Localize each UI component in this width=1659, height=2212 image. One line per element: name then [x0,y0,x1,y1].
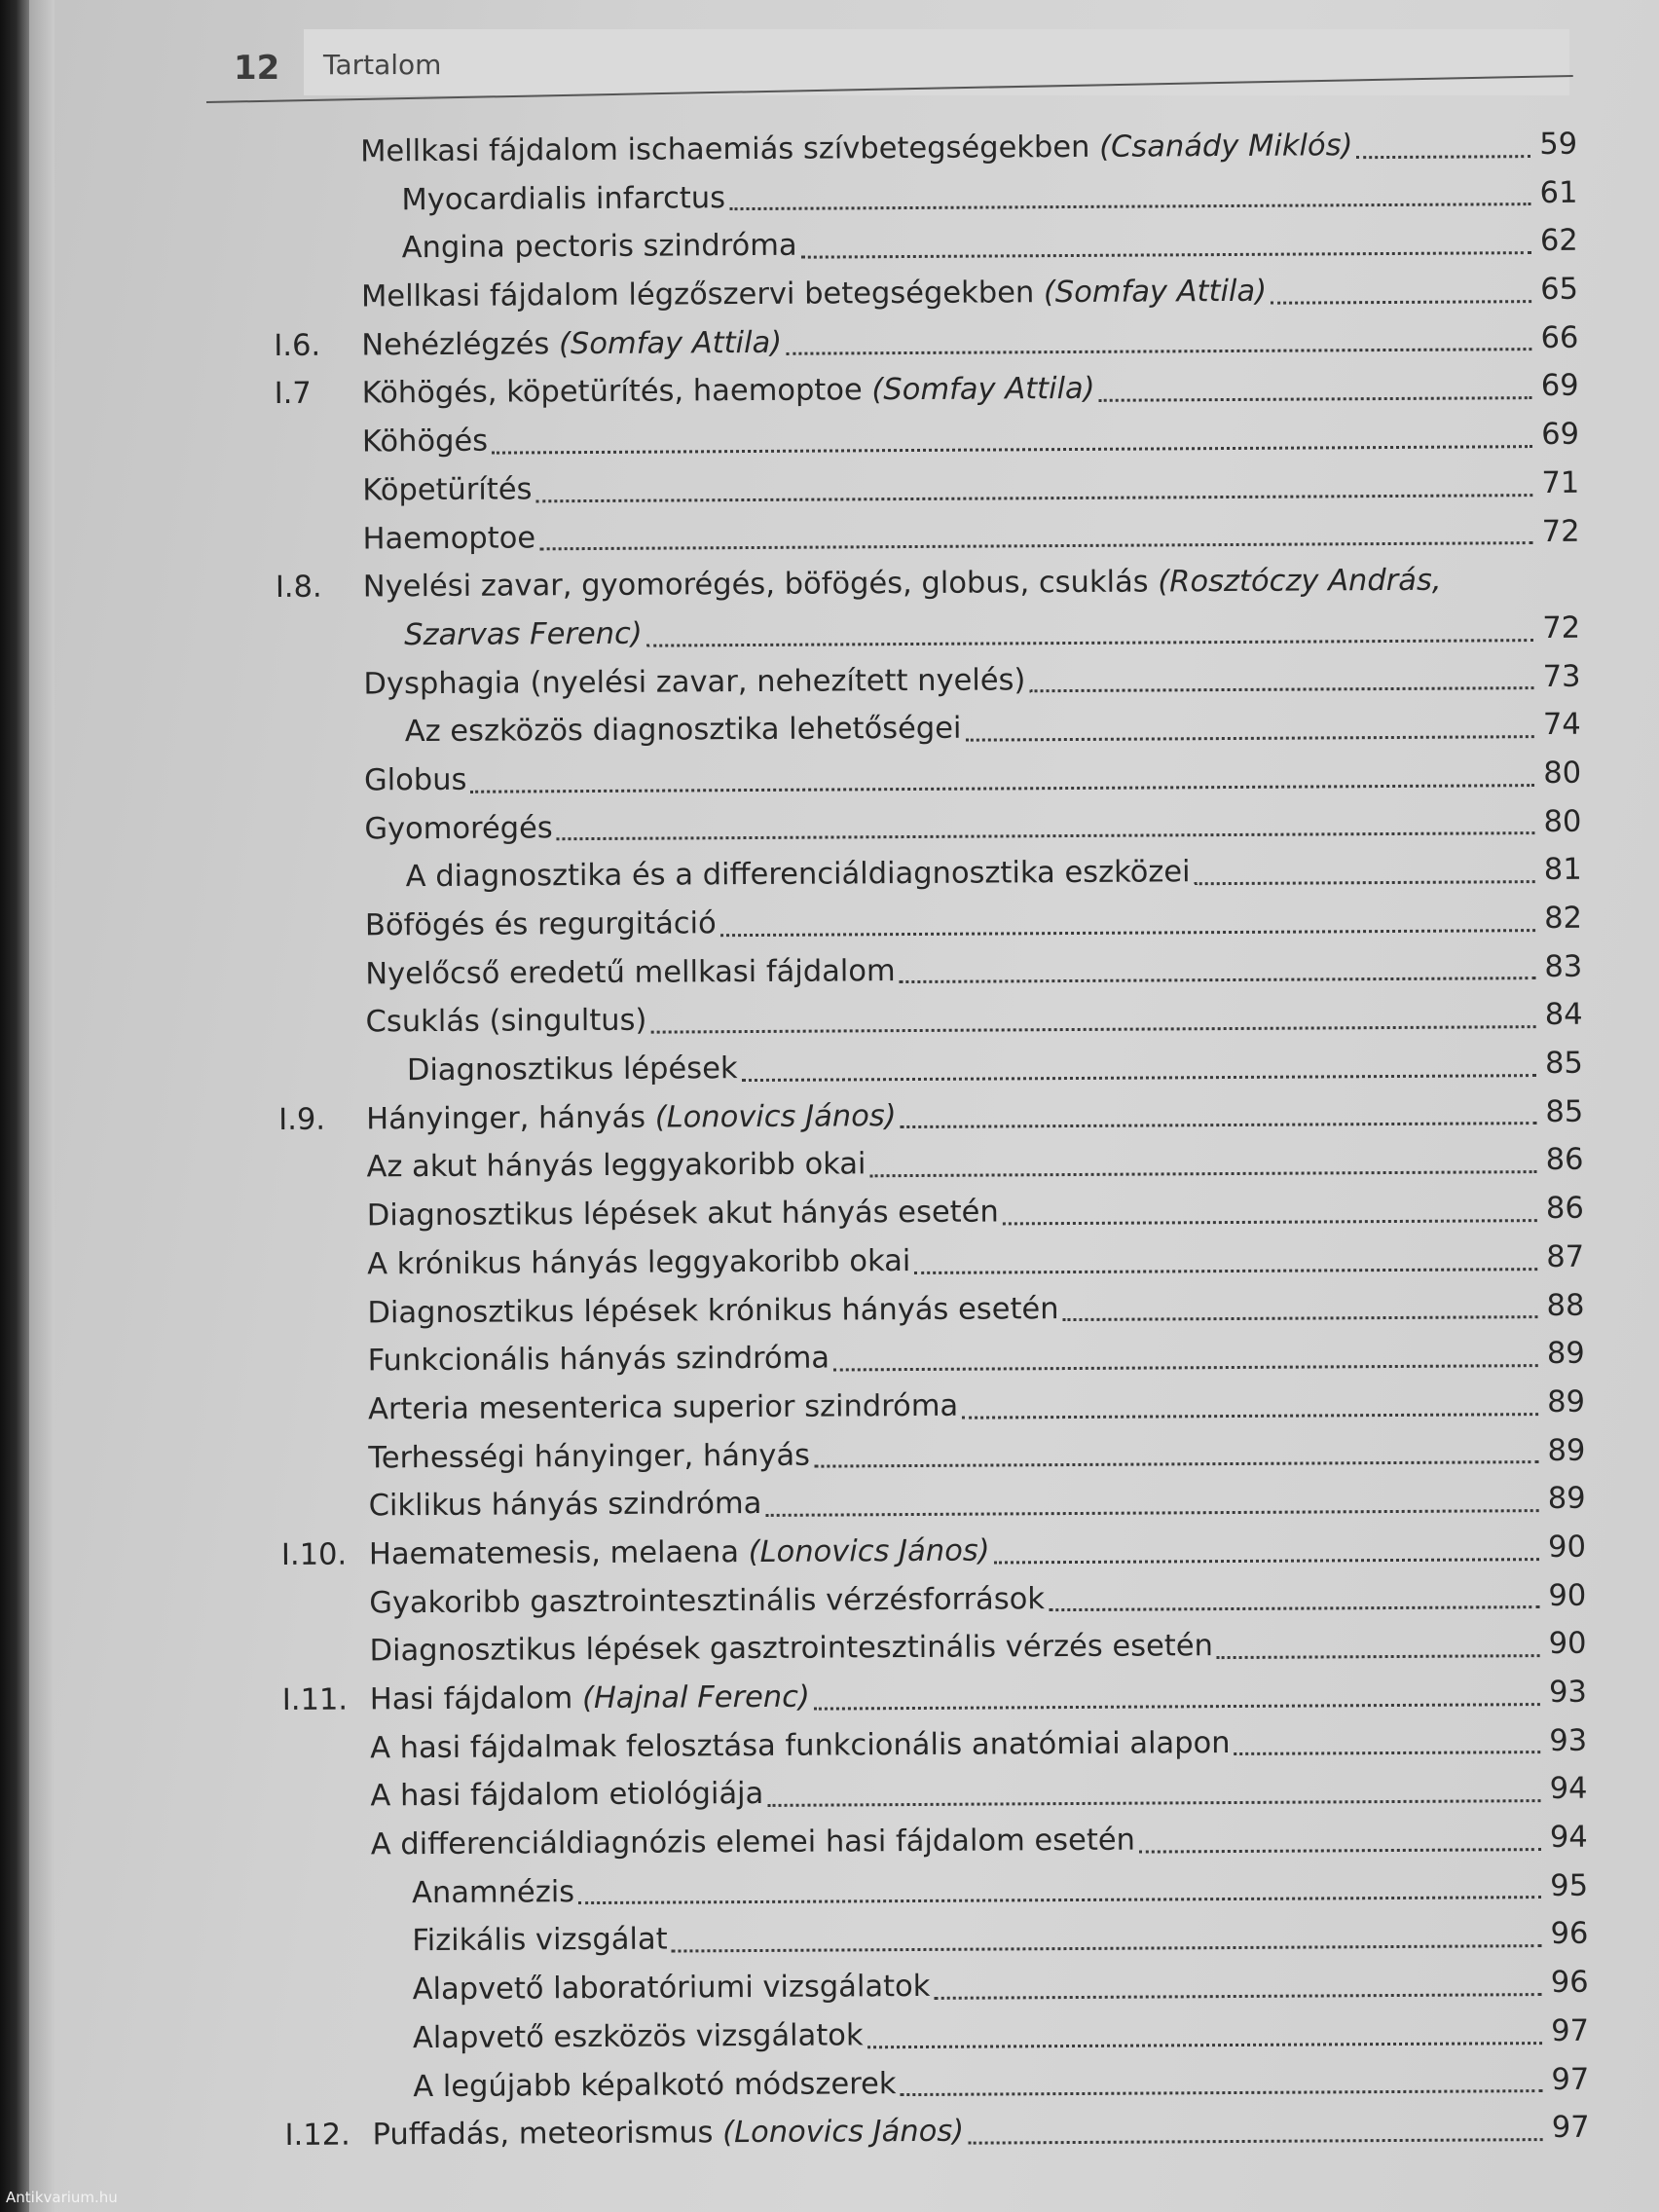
toc-entry-title [364,756,467,805]
toc-entry-page: 80 [1543,804,1582,839]
dot-leader [814,1456,1538,1468]
toc-entry-number [277,887,365,888]
dot-leader [650,1021,1535,1034]
toc-entry [282,1669,1587,1725]
dot-leader [470,780,1534,793]
toc-entry-title-text: A legújabb képalkotó módszerek [413,2066,897,2104]
toc-entry [284,2055,1589,2112]
toc-entry-page: 86 [1545,1143,1584,1178]
toc-entry-title [368,1431,810,1482]
book-spine-shadow [0,0,29,2212]
toc-entry-page: 94 [1549,1820,1588,1856]
toc-entry-title [360,122,1353,176]
toc-entry-author: (Lonovics János) [722,2114,965,2151]
toc-entry-author: (Csanády Miklós) [1099,129,1353,165]
toc-entry-title-text: Köhögés [361,424,489,460]
toc-entry [275,411,1579,467]
dot-leader [934,1989,1541,2000]
toc-entry-title-text: Myocardialis infarctus [401,180,726,217]
toc-entry-number [283,1951,371,1952]
dot-leader [492,441,1532,455]
dot-leader [1063,1311,1538,1321]
toc-entry-page: 69 [1540,369,1579,404]
toc-entry-number [283,1854,371,1855]
toc-entry-title [407,1045,738,1095]
toc-entry-number [278,1032,366,1033]
dot-leader [965,731,1533,742]
toc-entry-title-text: Alapvető laboratóriumi vizsgálatok [412,1970,931,2008]
dot-leader [557,828,1535,840]
toc-entry [278,1136,1583,1193]
dot-leader [870,1166,1537,1177]
toc-entry [281,1620,1586,1677]
toc-entry [280,1475,1585,1531]
page-number: 12 [234,49,280,88]
toc-entry-page: 97 [1551,2062,1590,2097]
toc-entry-title [363,557,1442,611]
toc-entry [274,314,1578,371]
dot-leader [833,1360,1538,1371]
toc-entry [276,652,1580,709]
dot-leader [968,2134,1543,2145]
toc-entry [277,846,1582,903]
toc-entry [277,942,1582,999]
dot-leader [535,490,1532,502]
toc-entry-title [370,1770,763,1821]
toc-entry-page: 66 [1540,320,1579,355]
toc-entry-number [280,1467,368,1468]
toc-entry-page: 93 [1549,1723,1588,1758]
toc-entry-page: 87 [1546,1239,1585,1274]
toc-entry-number [284,2047,372,2048]
toc-entry-number [279,1322,367,1323]
dot-leader [539,537,1533,550]
toc-entry-title [369,1622,1213,1676]
toc-entry-title [413,2060,896,2112]
toc-entry-page: 88 [1546,1288,1585,1323]
toc-entry-title-text: Terhességi hányinger, hányás [368,1438,811,1475]
toc-entry-number [281,1516,369,1517]
toc-entry-title-text: Nyelési zavar, gyomorégés, böfögés, globus, csuklás [362,565,1159,605]
toc-entry-title-text: Nehézlégzés [361,326,560,363]
toc-entry [283,1814,1588,1870]
toc-entry-number [275,499,362,500]
toc-entry-title [368,1480,761,1530]
toc-entry [274,266,1578,322]
toc-entry-title-text: Ciklikus hányás szindróma [368,1487,762,1524]
toc-entry-title-text: Haematemesis, melaena [368,1534,749,1572]
toc-entry-number [279,1177,367,1178]
toc-entry-title [362,365,1095,418]
toc-entry-number: I.7 [274,377,312,412]
dot-leader [900,973,1536,983]
toc-entry [284,1959,1589,2015]
dot-leader [578,1893,1541,1905]
toc-entry-number [274,209,361,210]
toc-entry-number [284,2096,372,2097]
toc-entry-author: Szarvas Ferenc) [404,616,643,653]
toc-entry-title [366,1141,866,1193]
toc-entry-title [371,1817,1135,1869]
toc-entry [278,1040,1583,1096]
toc-entry-title [361,268,1267,321]
toc-entry-number [276,838,364,839]
toc-entry-number [273,161,360,162]
toc-entry-number [282,1757,370,1758]
toc-entry [276,605,1580,661]
toc-entry [283,1910,1588,1967]
toc-entry [282,1765,1587,1822]
toc-entry-title [364,804,553,854]
toc-entry-page: 80 [1543,756,1582,791]
toc-entry-title [413,2011,864,2063]
dot-leader [672,1940,1542,1952]
toc-entry-title-text: A hasi fájdalmak felosztása funkcionális anatómiai alapon [370,1725,1231,1766]
toc-entry-title [362,465,532,515]
toc-entry [274,217,1578,274]
toc-entry [275,460,1579,516]
toc-entry-title-text: Az akut hányás leggyakoribb okai [366,1147,866,1185]
dot-leader [1235,1747,1541,1755]
dot-leader [1003,1215,1537,1225]
toc-entry-page: 82 [1544,901,1583,937]
toc-entry-title [372,2108,964,2159]
toc-entry-title [413,1963,931,2014]
toc-entry-title [368,1382,958,1434]
toc-entry-title-text: Globus [363,762,467,798]
toc-entry-page: 94 [1549,1772,1588,1807]
toc-entry-number [281,1612,369,1613]
toc-entry-title [412,1916,668,1966]
toc-entry-number [279,1273,367,1274]
toc-entry-title [369,1527,990,1579]
toc-entry-page: 62 [1539,224,1578,259]
toc-entry-title-text: Diagnosztikus lépések gasztrointesztinális vérzés esetén [369,1629,1214,1669]
toc-entry-title-text: Diagnosztikus lépések akut hányás esetén [366,1195,999,1234]
toc-entry [275,507,1579,564]
dot-leader [1049,1602,1539,1611]
toc-entry-title [370,1719,1231,1773]
toc-entry-author: (Lonovics János) [748,1533,990,1569]
toc-entry-page: 90 [1548,1578,1587,1613]
toc-entry-title-text: Angina pectoris szindróma [401,229,797,266]
toc-entry-title-text: A hasi fájdalom etiológiája [370,1777,764,1814]
toc-entry-title [370,1674,810,1724]
toc-entry-page: 69 [1541,417,1580,453]
toc-entry-title-text: Köhögés, köpetürítés, haemoptoe [361,373,872,411]
toc-entry-number [276,790,364,791]
toc-entry [280,1330,1585,1386]
toc-entry-title [368,1335,830,1386]
toc-entry-title-text: Arteria mesenterica superior szindróma [367,1388,959,1427]
toc-entry-title-text: Gyomorégés [364,810,553,847]
dot-leader [767,1795,1540,1807]
toc-entry-title-text: Hányinger, hányás [366,1100,655,1137]
toc-entry-number [275,452,362,453]
toc-entry-page: 96 [1550,1965,1589,2001]
toc-entry-title-text: Mellkasi fájdalom légzőszervi betegségekben [360,276,1045,314]
toc-entry-page: 89 [1547,1433,1586,1468]
toc-entry-title-text: A krónikus hányás leggyakoribb okai [367,1243,911,1282]
toc-entry-title-text: Csuklás (singultus) [365,1004,647,1040]
toc-entry-title [412,1868,574,1918]
dot-leader [914,1264,1537,1274]
running-header-band [304,29,1569,95]
toc-entry [276,701,1581,757]
toc-entry [279,1281,1584,1338]
dot-leader [1139,1844,1541,1854]
toc-entry-number: I.8. [275,570,322,606]
toc-entry-title-text: Anamnézis [411,1874,575,1910]
toc-entry-title [361,319,782,370]
toc-entry-title-text: Köpetürítés [362,472,533,508]
toc-entry-author: (Lonovics János) [654,1098,897,1135]
toc-entry [278,1088,1583,1145]
toc-entry-number [277,935,365,936]
toc-entry-number [276,693,364,694]
toc-entry-page: 89 [1547,1482,1586,1517]
table-of-contents [273,121,1590,2160]
toc-entry [273,169,1577,226]
toc-entry-number [279,1226,367,1227]
toc-entry [273,121,1577,177]
toc-entry-title-text: Diagnosztikus lépések krónikus hányás esetén [367,1291,1059,1330]
toc-entry-number [282,1661,370,1662]
toc-entry-page: 81 [1543,853,1582,888]
toc-entry-number [280,1371,368,1372]
toc-entry-title [406,849,1191,903]
toc-entry [277,991,1582,1048]
toc-entry-number: I.10. [280,1537,348,1572]
toc-entry [281,1571,1586,1628]
toc-entry-page: 61 [1539,175,1578,210]
toc-entry-title [405,705,962,756]
dot-leader [786,345,1531,356]
toc-entry [279,1234,1584,1290]
toc-entry-title-text: Haemoptoe [362,520,536,556]
toc-entry-page: 74 [1542,708,1581,743]
toc-entry-title-text: Diagnosztikus lépések [406,1051,738,1088]
dot-leader [867,2038,1542,2048]
dot-leader [1271,296,1531,305]
toc-entry-number: I.6. [274,328,321,363]
toc-entry [284,2104,1589,2160]
dot-leader [994,1554,1539,1564]
toc-entry-number [277,983,365,984]
dot-leader [901,2085,1543,2096]
toc-entry-author: (Somfay Attila) [1043,274,1268,311]
toc-entry-title [369,1575,1045,1628]
dot-leader [646,635,1533,647]
toc-entry-page: 95 [1550,1868,1589,1903]
toc-entry-number [283,1902,371,1903]
toc-entry-page: 86 [1545,1191,1584,1227]
toc-entry-number [278,1080,366,1081]
toc-entry-page: 65 [1540,272,1579,308]
toc-entry-title [367,1189,999,1241]
toc-entry-number: I.9. [278,1102,326,1137]
toc-entry-number [284,2000,372,2001]
toc-entry [280,1426,1585,1483]
toc-entry [276,750,1581,806]
toc-entry-title [367,1285,1058,1338]
toc-entry-page: 72 [1542,610,1581,645]
toc-entry-author: (Somfay Attila) [871,372,1095,408]
toc-entry-number: I.12. [284,2118,350,2154]
page-edge [29,0,55,2212]
toc-entry [284,2008,1589,2064]
toc-entry-page: 93 [1548,1675,1587,1711]
toc-entry-number [283,1806,371,1807]
toc-entry-title-text: Fizikális vizsgálat [412,1922,668,1959]
dot-leader [1029,682,1533,692]
toc-entry-title-text: Nyelőcső eredetű mellkasi fájdalom [365,953,896,992]
toc-entry-title-text: Hasi fájdalom [369,1681,583,1717]
toc-entry-page: 73 [1542,659,1581,694]
toc-entry-title-text: Mellkasi fájdalom ischaemiás szívbetegségekben [360,129,1100,169]
toc-entry-title-text: Alapvető eszközös vizsgálatok [412,2018,864,2055]
toc-entry-title-text: Böfögés és regurgitáció [364,906,717,943]
toc-entry-title-text: Az eszközös diagnosztika lehetőségei [404,711,962,750]
toc-entry-title [365,900,717,950]
toc-entry [281,1524,1586,1580]
dot-leader [1099,392,1532,402]
watermark: Antikvarium.hu [6,2189,118,2206]
toc-entry [276,556,1580,612]
toc-entry-page: 84 [1544,998,1583,1033]
toc-entry-title [401,174,725,225]
toc-entry-page: 89 [1547,1384,1586,1419]
dot-leader [814,1699,1540,1711]
toc-entry-page: 90 [1548,1627,1587,1662]
toc-entry [282,1716,1587,1773]
toc-entry-title [366,1092,897,1144]
toc-entry-author: (Rosztóczy András, [1158,563,1442,600]
toc-entry-title-text: Funkcionális hányás szindróma [367,1341,830,1379]
toc-entry-page: 85 [1544,1046,1583,1082]
toc-entry-page: 90 [1548,1530,1587,1565]
toc-entry-title [367,1237,910,1289]
toc-entry-page: 72 [1541,514,1580,549]
dot-leader [1217,1650,1540,1659]
dot-leader [901,1119,1537,1129]
dot-leader [1195,876,1535,885]
toc-entry-title [365,997,646,1047]
dot-leader [765,1505,1538,1517]
toc-entry-author: (Somfay Attila) [558,325,783,361]
dot-leader [729,199,1530,210]
toc-entry-number [274,307,361,308]
toc-entry [283,1862,1588,1919]
toc-entry-number: I.11. [281,1682,349,1717]
toc-entry-number [276,742,364,743]
toc-entry-page: 85 [1545,1094,1584,1129]
toc-entry-title [404,610,643,660]
toc-entry-page: 83 [1544,949,1583,984]
dot-leader [801,247,1531,259]
toc-entry-title [365,947,896,999]
toc-entry-title-text: Gyakoribb gasztrointesztinális vérzésforrások [369,1581,1046,1621]
toc-entry-title-text: A diagnosztika és a differenciáldiagnosztika eszközei [405,855,1191,895]
toc-entry-title [363,656,1025,709]
toc-entry [275,362,1579,419]
toc-entry-page: 97 [1551,2110,1590,2146]
toc-entry [277,895,1582,951]
dot-leader [720,925,1535,937]
toc-entry-title-text: A differenciáldiagnózis elemei hasi fájdalom esetén [370,1823,1136,1862]
toc-entry-number [276,548,363,549]
toc-entry-page: 97 [1551,2013,1590,2048]
toc-entry [279,1185,1584,1241]
toc-entry-title [402,222,797,273]
toc-entry-author: (Hajnal Ferenc) [581,1679,810,1716]
toc-entry-page: 96 [1550,1917,1589,1952]
dot-leader [962,1409,1538,1419]
toc-entry-page: 71 [1541,465,1580,500]
toc-entry-page: 59 [1539,127,1578,163]
toc-entry-number [274,258,361,259]
toc-entry-title-text: Dysphagia (nyelési zavar, nehezített nyelés) [363,662,1026,702]
toc-entry [276,797,1581,854]
toc-entry-title-text: Puffadás, meteorismus [372,2116,723,2153]
toc-entry-page: 89 [1546,1336,1585,1372]
running-header-title: Tartalom [323,49,442,81]
toc-entry-title [362,418,488,466]
dot-leader [742,1070,1536,1082]
dot-leader [1356,151,1530,159]
toc-entry [280,1379,1585,1435]
toc-entry-title [362,514,535,564]
